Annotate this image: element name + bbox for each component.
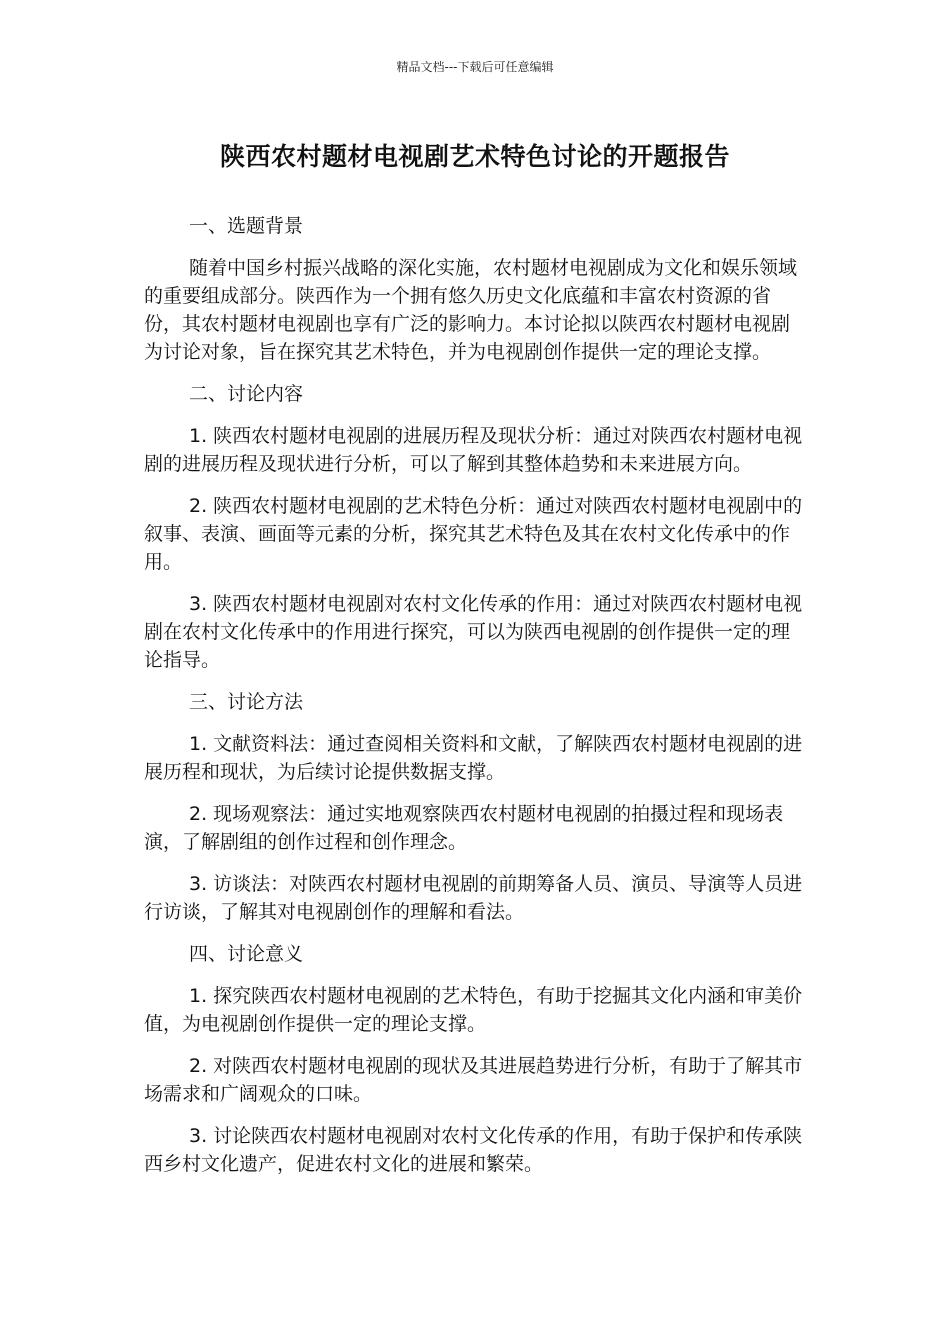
section-heading: 三、讨论方法: [189, 691, 304, 713]
section-heading: 二、讨论内容: [189, 383, 304, 405]
section-methods: [144, 688, 804, 940]
list-item: 3. 访谈法：对陕西农村题材电视剧的前期筹备人员、演员、导演等人员进行访谈，了解其对电视剧创作的理解和看法。: [144, 873, 803, 923]
section-background: [144, 212, 804, 380]
list-item: 3. 讨论陕西农村题材电视剧对农村文化传承的作用，有助于保护和传承陕西乡村文化遗产，促进农村文化的进展和繁荣。: [144, 1125, 803, 1175]
section-heading: 四、讨论意义: [189, 943, 304, 965]
list-item: 2. 现场观察法：通过实地观察陕西农村题材电视剧的拍摄过程和现场表演，了解剧组的创作过程和创作理念。: [144, 803, 784, 853]
document-title: 陕西农村题材电视剧艺术特色讨论的开题报告: [219, 142, 730, 171]
header-note: 精品文档---下载后可任意编辑: [396, 60, 554, 74]
section-heading: 一、选题背景: [189, 215, 304, 237]
section-significance: [144, 940, 804, 1178]
section-content: [144, 380, 804, 688]
document-body: [144, 212, 804, 1178]
list-item: 3. 陕西农村题材电视剧对农村文化传承的作用：通过对陕西农村题材电视剧在农村文化传承中的作用进行探究，可以为陕西电视剧的创作提供一定的理论指导。: [144, 593, 803, 671]
list-item: 2. 陕西农村题材电视剧的艺术特色分析：通过对陕西农村题材电视剧中的叙事、表演、画面等元素的分析，探究其艺术特色及其在农村文化传承中的作用。: [144, 495, 803, 573]
list-item: 1. 陕西农村题材电视剧的进展历程及现状分析：通过对陕西农村题材电视剧的进展历程及现状进行分析，可以了解到其整体趋势和未来进展方向。: [144, 425, 803, 475]
list-item: 1. 文献资料法：通过查阅相关资料和文献，了解陕西农村题材电视剧的进展历程和现状，为后续讨论提供数据支撑。: [144, 733, 803, 783]
paragraph: 随着中国乡村振兴战略的深化实施，农村题材电视剧成为文化和娱乐领域的重要组成部分。陕西作为一个拥有悠久历史文化底蕴和丰富农村资源的省份，其农村题材电视剧也享有广泛的影响力。本讨论拟以陕西农村题材电视剧为讨论对象，旨在探究其艺术特色，并为电视剧创作提供一定的理论支撑。: [144, 257, 798, 363]
list-item: 1. 探究陕西农村题材电视剧的艺术特色，有助于挖掘其文化内涵和审美价值，为电视剧创作提供一定的理论支撑。: [144, 985, 803, 1035]
list-item: 2. 对陕西农村题材电视剧的现状及其进展趋势进行分析，有助于了解其市场需求和广阔观众的口味。: [144, 1055, 803, 1105]
